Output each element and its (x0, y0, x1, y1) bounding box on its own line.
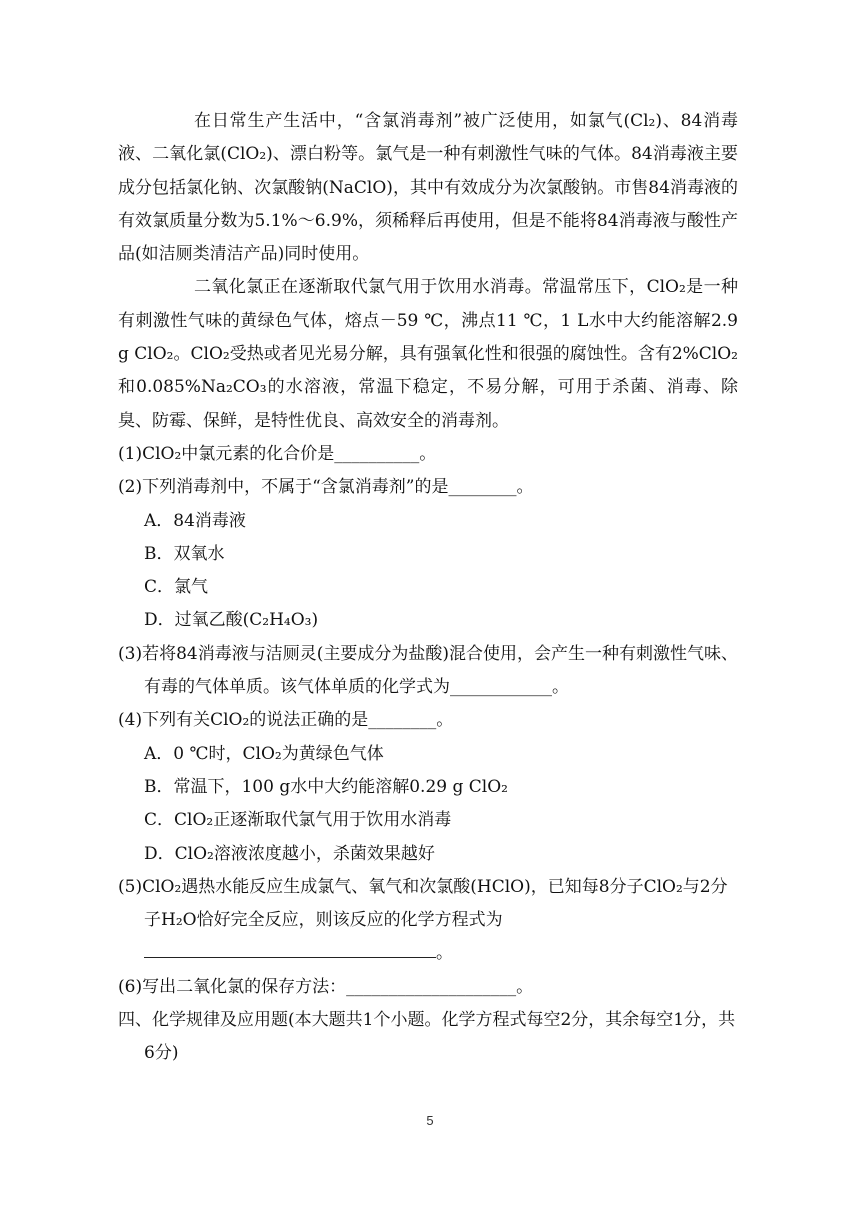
question-1: (1)ClO₂中氯元素的化合价是__________。 (118, 443, 437, 464)
question-5-end-mark: 。 (436, 943, 453, 964)
question-4-option-b: B．常温下，100 g水中大约能溶解0.29 g ClO₂ (144, 776, 508, 797)
question-4-option-d: D．ClO₂溶液浓度越小，杀菌效果越好 (144, 843, 435, 864)
question-2-option-d: D．过氧乙酸(C₂H₄O₃) (144, 610, 319, 631)
question-5: (5)ClO₂遇热水能反应生成氯气、氧气和次氯酸(HClO)，已知每8分子ClO₂与2分子H₂O恰好完全反应，则该反应的化学方程式为 (118, 876, 728, 931)
question-2-option-c: C．氯气 (144, 577, 209, 598)
passage-paragraph-2: 二氧化氯正在逐渐取代氯气用于饮用水消毒。常温常压下，ClO₂是一种有刺激性气味的黄绿色气体，熔点－59 ℃，沸点11 ℃，1 L水中大约能溶解2.9 g ClO₂。ClO₂受热或者见光易分解，具有强氧化性和很强的腐蚀性。含有2%ClO₂和0.085%Na₂CO₃的水溶液，常温下稳定，不易分解，可用于杀菌、消毒、除臭、防霉、保鲜，是特性优良、高效安全的消毒剂。 (118, 277, 738, 431)
question-2-option-a: A．84消毒液 (144, 510, 246, 531)
question-4: (4)下列有关ClO₂的说法正确的是________。 (118, 710, 454, 731)
question-4-option-a: A．0 ℃时，ClO₂为黄绿色气体 (144, 743, 384, 764)
section-4-heading: 四、化学规律及应用题(本大题共1个小题。化学方程式每空2分，其余每空1分，共6分) (118, 1010, 736, 1064)
question-3: (3)若将84消毒液与洁厕灵(主要成分为盐酸)混合使用，会产生一种有刺激性气味、有毒的气体单质。该气体单质的化学式为____________。 (118, 643, 738, 698)
page-content (118, 105, 738, 1071)
question-2: (2)下列消毒剂中，不属于“含氯消毒剂”的是________。 (118, 477, 534, 498)
question-6: (6)写出二氧化氯的保存方法：____________________。 (118, 976, 534, 997)
answer-blank (144, 937, 436, 958)
passage-paragraph-1: 在日常生产生活中，“含氯消毒剂”被广泛使用，如氯气(Cl₂)、84消毒液、二氧化氯(ClO₂)、漂白粉等。氯气是一种有刺激性气味的气体。84消毒液主要成分包括氯化钠、次氯酸钠(NaClO)，其中有效成分为次氯酸钠。市售84消毒液的有效氯质量分数为5.1%～6.9%，须稀释后再使用，但是不能将84消毒液与酸性产品(如洁厕类清洁产品)同时使用。 (118, 111, 738, 265)
question-4-option-c: C．ClO₂正逐渐取代氯气用于饮用水消毒 (144, 810, 452, 831)
question-5-answer-line (118, 937, 738, 970)
question-2-option-b: B．双氧水 (144, 543, 225, 564)
page-number: 5 (426, 1113, 434, 1128)
